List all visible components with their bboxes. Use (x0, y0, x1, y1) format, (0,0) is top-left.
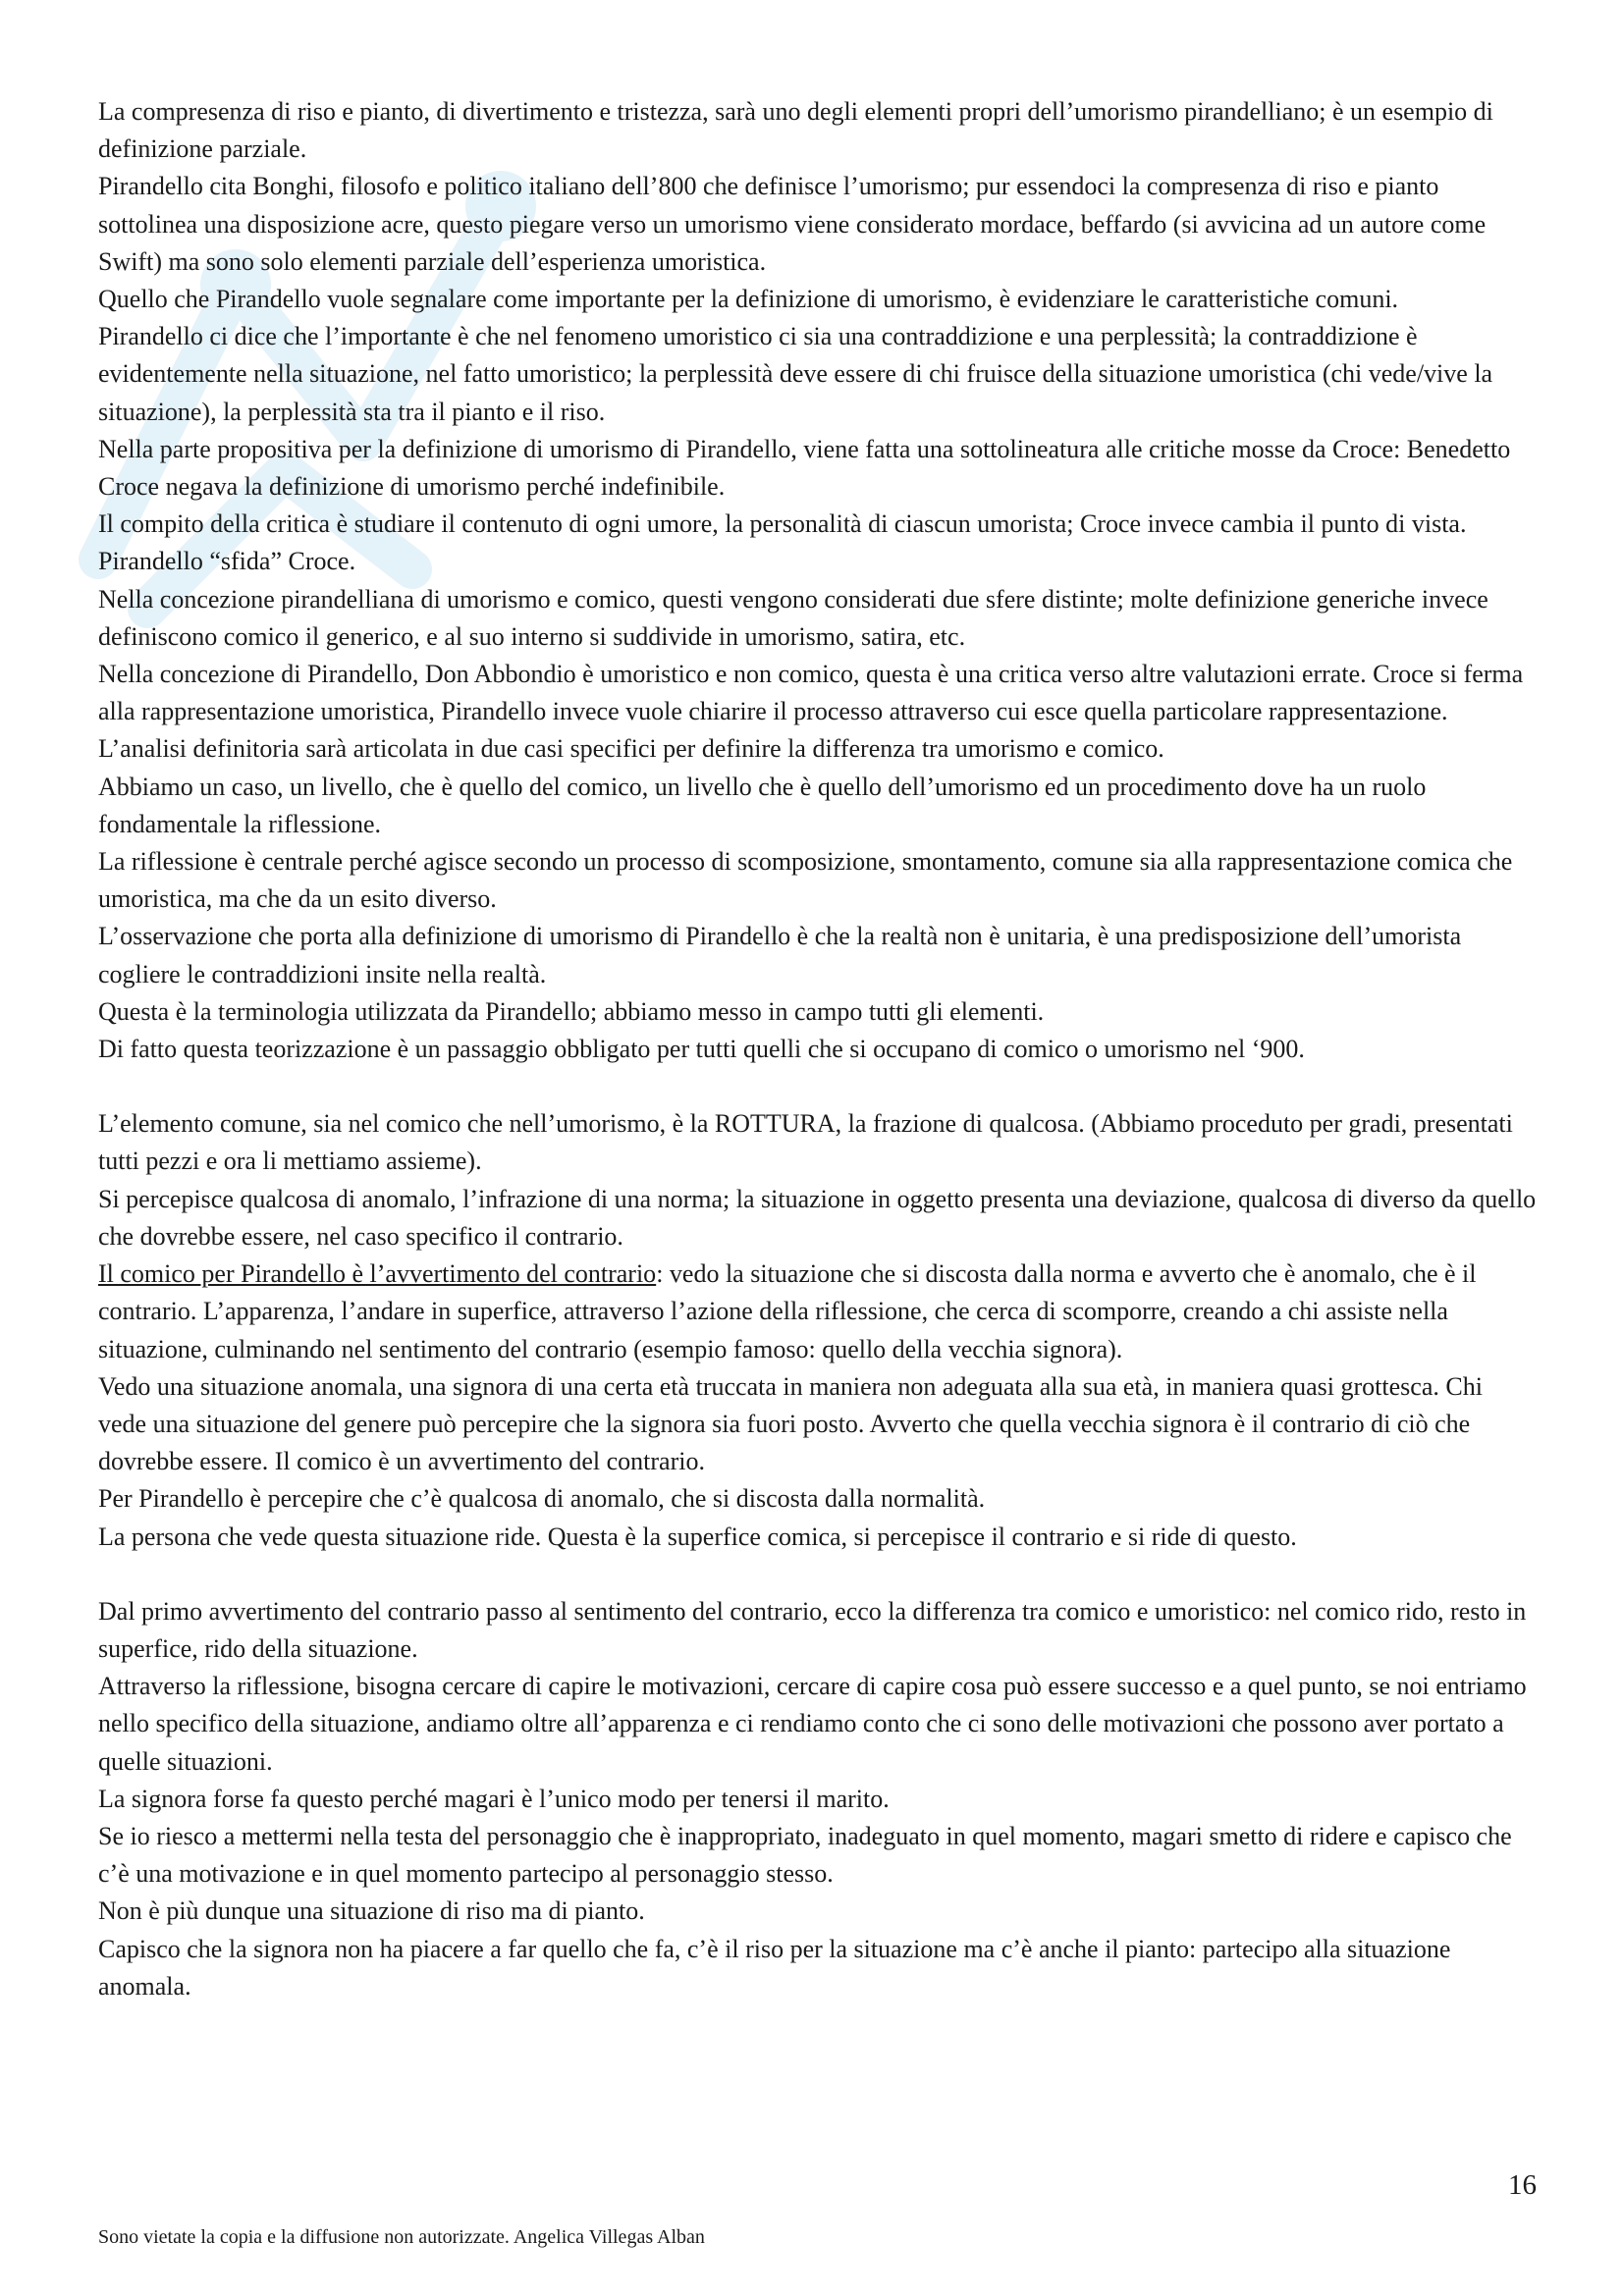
underlined-definition: Il comico per Pirandello è l’avvertimento del contrario (98, 1259, 657, 1289)
paragraph: Nella parte propositiva per la definizione di umorismo di Pirandello, viene fatta una sottolineatura alle critiche mosse da Croce: Benedetto Croce negava la definizione di umorismo perché indefinibile. (98, 434, 1511, 502)
paragraph: La signora forse fa questo perché magari è l’unico modo per tenersi il marito. (98, 1784, 890, 1813)
paragraph: Dal primo avvertimento del contrario passo al sentimento del contrario, ecco la differenza tra comico e umoristico: nel comico rido, resto in superfice, rido della situazione. (98, 1596, 1527, 1663)
footer-copyright: Sono vietate la copia e la diffusione non autorizzate. Angelica Villegas Alban (98, 2226, 705, 2248)
paragraph: Capisco che la signora non ha piacere a far quello che fa, c’è il riso per la situazione ma c’è anche il pianto: partecipo alla situazione anomala. (98, 1934, 1451, 2001)
paragraph: Abbiamo un caso, un livello, che è quello del comico, un livello che è quello dell’umorismo ed un procedimento dove ha un ruolo fondamentale la riflessione. (98, 772, 1427, 838)
paragraph: Per Pirandello è percepire che c’è qualcosa di anomalo, che si discosta dalla normalità. (98, 1484, 986, 1514)
paragraph: Si percepisce qualcosa di anomalo, l’infrazione di una norma; la situazione in oggetto presenta una deviazione, qualcosa di diverso da quello che dovrebbe essere, nel caso specifico il contrario. (98, 1184, 1537, 1251)
definition-continuation: : vedo la situazione che si discosta dalla norma e avverto che è anomalo, che è il contrario. L’apparenza, l’andare in superfice, attraverso l’azione della riflessione, che cerca di scomporre, creando a chi assiste nella situazione, culminando nel sentimento del contrario (esempio famoso: quello della vecchia signora). (98, 1259, 1477, 1363)
section-3 (98, 1593, 1537, 2005)
paragraph: Se io riesco a mettermi nella testa del personaggio che è inappropriato, inadeguato in quel momento, magari smetto di ridere e capisco che c’è una motivazione e in quel momento partecipo al personaggio stesso. (98, 1821, 1512, 1889)
paragraph: Nella concezione di Pirandello, Don Abbondio è umoristico e non comico, questa è una critica verso altre valutazioni errate. Croce si ferma alla rappresentazione umoristica, Pirandello invece vuole chiarire il processo attraverso cui esce quella particolare rappresentazione. (98, 660, 1524, 726)
paragraph: Quello che Pirandello vuole segnalare come importante per la definizione di umorismo, è evidenziare le caratteristiche comuni. (98, 285, 1399, 314)
paragraph: L’osservazione che porta alla definizione di umorismo di Pirandello è che la realtà non è unitaria, è una predisposizione dell’umorista cogliere le contraddizioni insite nella realtà. (98, 922, 1462, 988)
section-2 (98, 1105, 1537, 1555)
paragraph: Il compito della critica è studiare il contenuto di ogni umore, la personalità di ciascun umorista; Croce invece cambia il punto di vista. Pirandello “sfida” Croce. (98, 509, 1467, 576)
paragraph-gap (98, 1556, 1537, 1593)
paragraph: La persona che vede questa situazione ride. Questa è la superfice comica, si percepisce il contrario e si ride di questo. (98, 1522, 1297, 1551)
paragraph: La compresenza di riso e pianto, di divertimento e tristezza, sarà uno degli elementi propri dell’umorismo pirandelliano; è un esempio di definizione parziale. (98, 97, 1493, 164)
paragraph: L’analisi definitoria sarà articolata in due casi specifici per definire la differenza tra umorismo e comico. (98, 734, 1164, 764)
paragraph: Non è più dunque una situazione di riso ma di pianto. (98, 1896, 645, 1926)
section-1 (98, 93, 1537, 1068)
paragraph: Nella concezione pirandelliana di umorismo e comico, questi vengono considerati due sfere distinte; molte definizione generiche invece definiscono comico il generico, e al suo interno si suddivide in umorismo, satira, etc. (98, 584, 1488, 651)
paragraph: Pirandello ci dice che l’importante è che nel fenomeno umoristico ci sia una contraddizione e una perplessità; la contraddizione è evidentemente nella situazione, nel fatto umoristico; la perplessità deve essere di chi fruisce della situazione umoristica (chi vede/vive la situazione), la perplessità sta tra il pianto e il riso. (98, 322, 1493, 426)
paragraph: Di fatto questa teorizzazione è un passaggio obbligato per tutti quelli che si occupano di comico o umorismo nel ‘900. (98, 1035, 1305, 1064)
paragraph: La riflessione è centrale perché agisce secondo un processo di scomposizione, smontamento, comune sia alla rappresentazione comica che umoristica, ma che da un esito diverso. (98, 847, 1513, 914)
paragraph-gap (98, 1068, 1537, 1105)
paragraph: Questa è la terminologia utilizzata da Pirandello; abbiamo messo in campo tutti gli elementi. (98, 996, 1045, 1026)
paragraph: L’elemento comune, sia nel comico che nell’umorismo, è la ROTTURA, la frazione di qualcosa. (Abbiamo proceduto per gradi, presentati tutti pezzi e ora li mettiamo assieme). (98, 1109, 1513, 1176)
paragraph-underlined-lead (98, 1255, 1537, 1368)
paragraph: Pirandello cita Bonghi, filosofo e politico italiano dell’800 che definisce l’umorismo; pur essendoci la compresenza di riso e pianto sottolinea una disposizione acre, questo piegare verso un umorismo viene considerato mordace, beffardo (si avvicina ad un autore come Swift) ma sono solo elementi parziale dell’esperienza umoristica. (98, 172, 1487, 276)
document-body (98, 93, 1537, 2005)
page-number: 16 (1508, 2169, 1537, 2201)
paragraph: Attraverso la riflessione, bisogna cercare di capire le motivazioni, cercare di capire cosa può essere successo e a quel punto, se noi entriamo nello specifico della situazione, andiamo oltre all’apparenza e ci rendiamo conto che ci sono delle motivazioni che possono aver portato a quelle situazioni. (98, 1672, 1527, 1776)
paragraph: Vedo una situazione anomala, una signora di una certa età truccata in maniera non adeguata alla sua età, in maniera quasi grottesca. Chi vede una situazione del genere può percepire che la signora sia fuori posto. Avverto che quella vecchia signora è il contrario di ciò che dovrebbe essere. Il comico è un avvertimento del contrario. (98, 1371, 1483, 1476)
